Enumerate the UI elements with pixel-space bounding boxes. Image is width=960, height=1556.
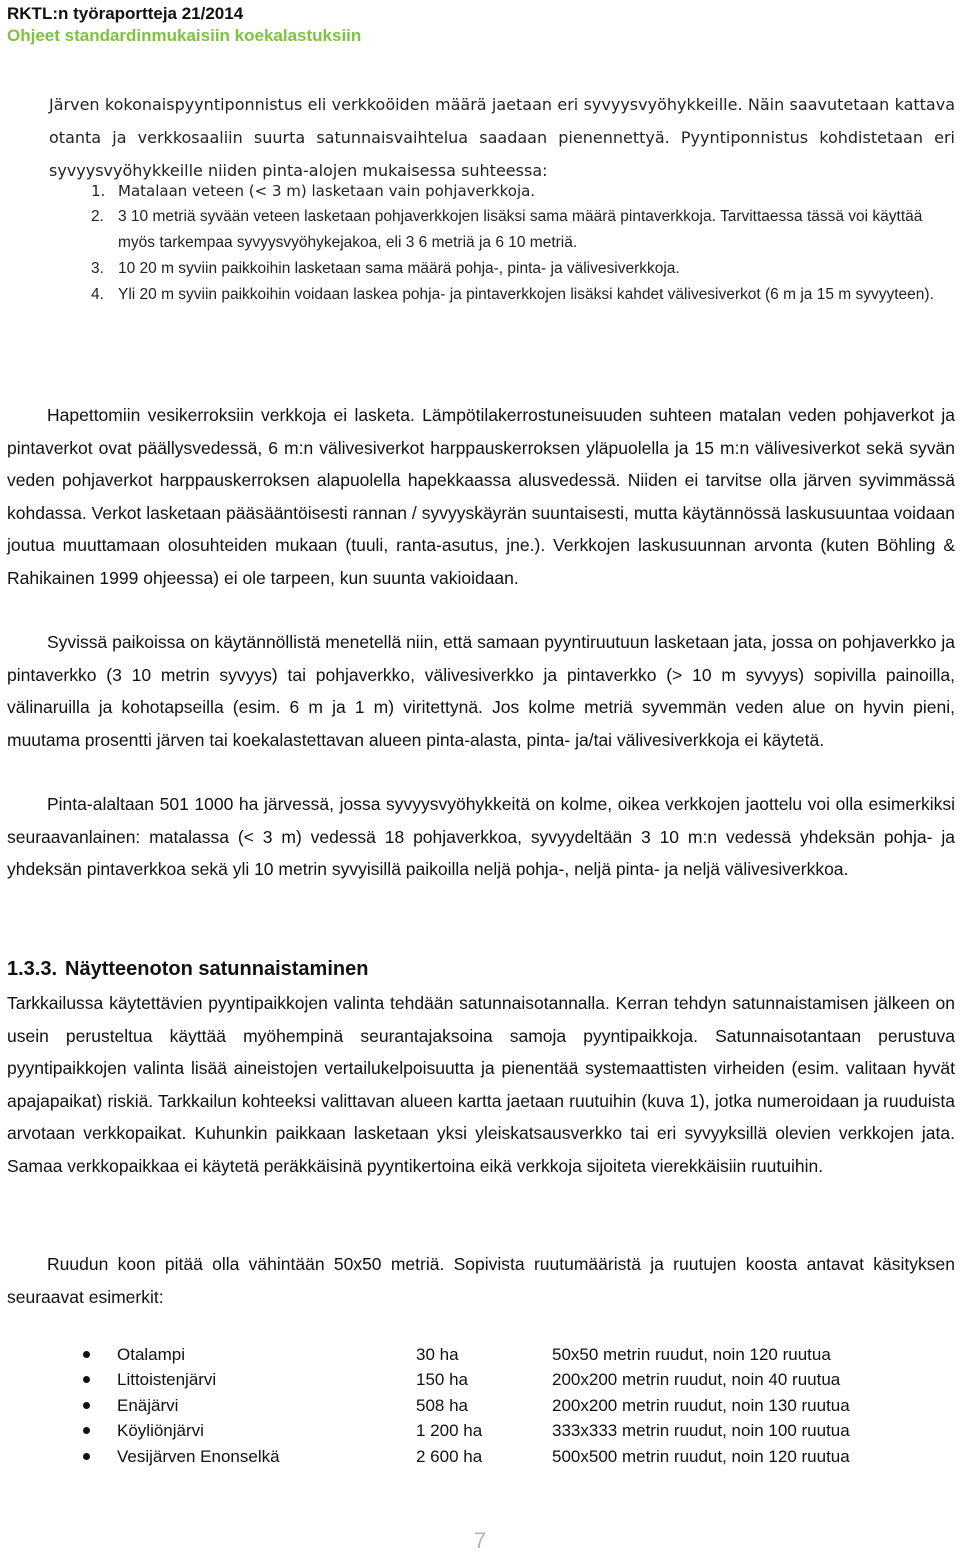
paragraph-text: Pinta-alaltaan 501 1000 ha järvessä, jossa syvyysvyöhykkeitä on kolme, oikea verkkojen jaottelu voi olla esimerkiksi seuraavanlainen: matalassa (< 3 m) vedessä 18 pohjaverkkoa, syvyydeltään 3 10 m:n vedessä yhdeksän pohja- ja yhdeksän pintaverkkoa sekä yli 10 metrin syvyisillä paikoilla neljä pohja-, neljä pinta- ja neljä välivesiverkkoa. <box>7 794 955 879</box>
list-item-number: 4. <box>91 286 104 303</box>
lake-area: 508 ha <box>416 1395 468 1415</box>
grid-description: 500x500 metrin ruudut, noin 120 ruutua <box>552 1446 850 1466</box>
lake-area: 30 ha <box>416 1344 459 1364</box>
grid-description: 200x200 metrin ruudut, noin 130 ruutua <box>552 1395 850 1415</box>
table-row <box>80 1444 932 1470</box>
paragraph-text: Syvissä paikoissa on käytännöllistä menetellä niin, että samaan pyyntiruutuun lasketaan jata, jossa on pohjaverkko ja pintaverkko (3 10 metrin syvyys) tai pohjaverkko, välivesiverkko ja pintaverkko (> 10 m syvyys) sopivilla painoilla, välinaruilla ja kohotapseilla (esim. 6 m ja 1 m) viritettynä. Jos kolme metriä syvemmän veden alue on hyvin pieni, muutama prosentti järven tai koekalastettavan alueen pinta-alasta, pinta- ja/tai välivesiverkkoja ei käytetä. <box>7 632 955 750</box>
report-title: Ohjeet standardinmukaisiin koekalastuksiin <box>7 26 362 45</box>
bullet <box>80 1368 117 1394</box>
intro-paragraph: Järven kokonaispyyntiponnistus eli verkkoöiden määrä jaetaan eri syvyysvyöhykkeille. Näin saavutetaan kattava otanta ja verkkosaaliin suurta satunnaisvaihtelua saadaan pienennettyä. Pyyntiponnistus kohdistetaan eri syvyysvyöhykkeille niiden pinta-alojen mukaisessa suhteessa: <box>49 95 955 180</box>
lake-examples-list <box>80 1342 932 1470</box>
table-row <box>80 1393 932 1419</box>
lake-name: Littoistenjärvi <box>117 1370 217 1390</box>
paragraph-area-example <box>7 788 955 886</box>
page-header <box>7 3 361 47</box>
lake-name: Otalampi <box>117 1344 186 1364</box>
list-item <box>83 282 958 308</box>
paragraph-anoxic-layers <box>7 399 955 594</box>
paragraph-text: Hapettomiin vesikerroksiin verkkoja ei lasketa. Lämpötilakerrostuneisuuden suhteen matalan veden pohjaverkot ja pintaverkot ovat päällysvedessä, 6 m:n välivesiverkot harppauskerroksen yläpuolella ja 15 m:n välivesiverkot sekä syvän veden pohjaverkot harppauskerroksen alapuolella hapekkaassa alusvedessä. Niiden ei tarvitse olla järven syvimmässä kohdassa. Verkot lasketaan pääsääntöisesti rannan / syvyyskäyrän suuntaisesti, mutta käytännössä laskusuuntaa voidaan joutua muuttamaan olosuhteiden mukaan (tuuli, ranta-asutus, jne.). Verkkojen laskusuunnan arvonta (kuten Böhling & Rahikainen 1999 ohjeessa) ei ole tarpeen, kun suunta vakioidaan. <box>7 405 955 588</box>
report-series-title: RKTL:n työraportteja 21/2014 <box>7 4 244 23</box>
paragraph-grid-size <box>7 1248 955 1313</box>
paragraph-text: Ruudun koon pitää olla vähintään 50x50 metriä. Sopivista ruutumääristä ja ruutujen koosta antavat käsityksen seuraavat esimerkit: <box>7 1254 955 1307</box>
list-item <box>83 256 958 282</box>
bullet <box>80 1419 117 1445</box>
bullet <box>80 1342 117 1368</box>
lake-name: Enäjärvi <box>117 1395 179 1415</box>
table-row <box>80 1368 932 1394</box>
table-row <box>80 1342 932 1368</box>
table-row <box>80 1419 932 1445</box>
lake-area: 2 600 ha <box>416 1446 483 1466</box>
list-item <box>83 178 958 204</box>
list-item-text: 10 20 m syviin paikkoihin lasketaan sama määrä pohja-, pinta- ja välivesiverkkoja. <box>118 260 680 277</box>
list-item-number: 2. <box>91 208 104 225</box>
bullet <box>80 1393 117 1419</box>
section-heading <box>7 954 368 984</box>
list-item-number: 3. <box>91 260 104 277</box>
list-item-number: 1. <box>91 182 106 200</box>
lake-name: Vesijärven Enonselkä <box>117 1446 280 1466</box>
grid-description: 50x50 metrin ruudut, noin 120 ruutua <box>552 1344 831 1364</box>
grid-description: 333x333 metrin ruudut, noin 100 ruutua <box>552 1421 850 1441</box>
list-item-text: 3 10 metriä syvään veteen lasketaan pohjaverkkojen lisäksi sama määrä pintaverkkoja. Tarvittaessa tässä voi käyttää myös tarkempaa syvyysvyöhykejakoa, eli 3 6 metriä ja 6 10 metriä. <box>118 208 923 251</box>
page-number: 7 <box>473 1528 487 1553</box>
list-item <box>83 204 958 256</box>
lake-area: 1 200 ha <box>416 1421 483 1441</box>
section-number: 1.3.3. <box>7 958 58 980</box>
paragraph-text: Tarkkailussa käytettävien pyyntipaikkojen valinta tehdään satunnaisotannalla. Kerran tehdyn satunnaistamisen jälkeen on usein perusteltua käyttää myöhempinä seurantajaksoina samoja pyyntipaikkoja. Satunnaisotantaan perustuva pyyntipaikkojen valinta lisää aineistojen vertailukelpoisuutta ja pienentää systemaattisten virheiden (esim. valitaan hyvät apajapaikat) riskiä. Tarkkailun kohteeksi valittavan alueen kartta jaetaan ruutuihin (kuva 1), jotka numeroidaan ja ruuduista arvotaan verkkopaikat. Kuhunkin paikkaan lasketaan yksi yleiskatsausverkko tai eri syvyyksillä olevien verkkojen jata. Samaa verkkopaikkaa ei käytetä peräkkäisinä pyyntikertoina eikä verkkoja sijoiteta vierekkäisiin ruutuihin. <box>7 993 955 1176</box>
section-title: Näytteenoton satunnaistaminen <box>65 958 369 980</box>
paragraph-deep-sites <box>7 626 955 756</box>
depth-zone-list <box>83 178 958 308</box>
lake-area: 150 ha <box>416 1370 468 1390</box>
list-item-text: Yli 20 m syviin paikkoihin voidaan laskea pohja- ja pintaverkkojen lisäksi kahdet välivesiverkot (6 m ja 15 m syvyyteen). <box>118 286 934 303</box>
bullet <box>80 1444 117 1470</box>
paragraph-randomization <box>7 987 955 1182</box>
grid-description: 200x200 metrin ruudut, noin 40 ruutua <box>552 1370 841 1390</box>
list-item-text: Matalaan veteen (< 3 m) lasketaan vain pohjaverkkoja. <box>118 182 536 200</box>
lake-name: Köyliönjärvi <box>117 1421 204 1441</box>
